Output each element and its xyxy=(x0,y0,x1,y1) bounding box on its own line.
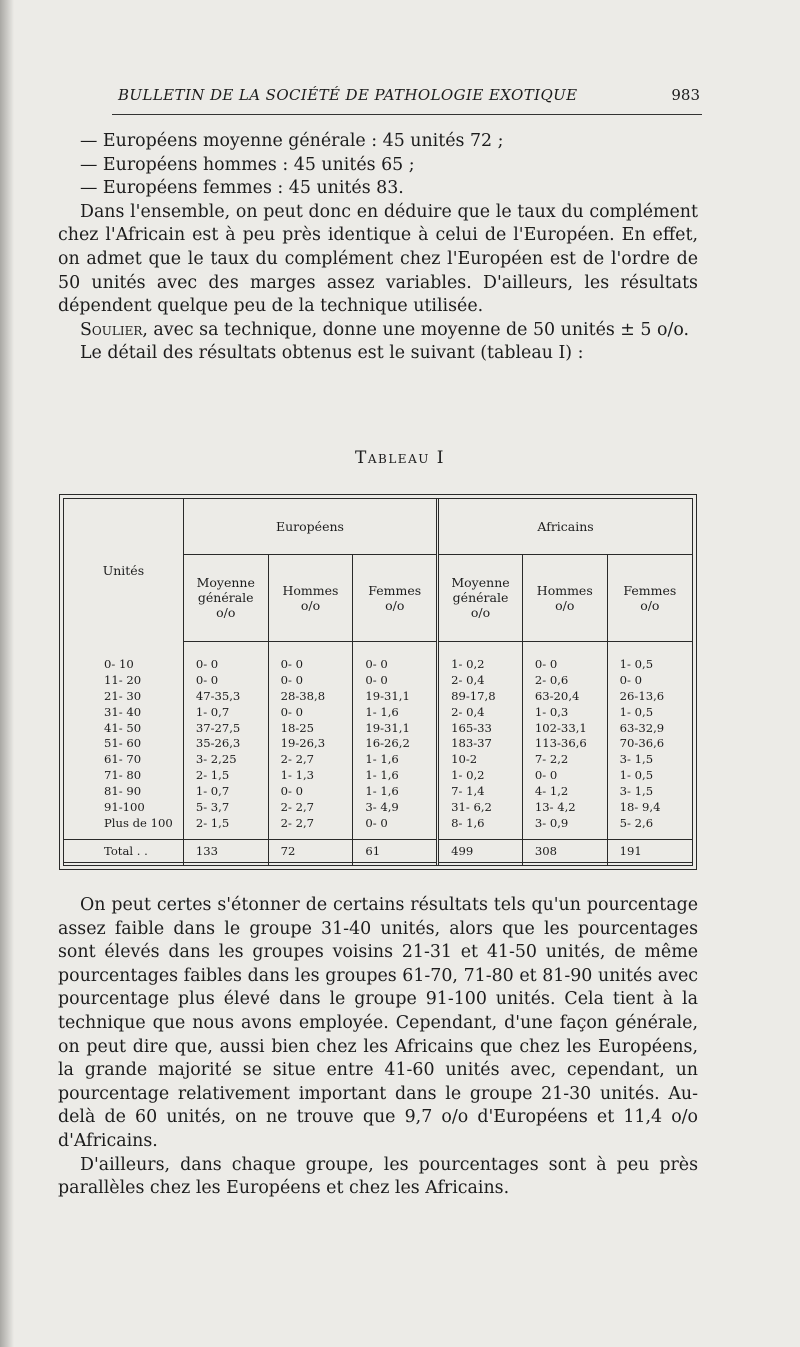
col-header: Femmes o/o xyxy=(353,554,438,641)
table-row xyxy=(64,657,692,673)
value-cell: 1- 0,5 xyxy=(607,657,692,673)
table-frame xyxy=(59,494,697,870)
total-cell: 499 xyxy=(438,840,523,863)
unit-header: Unités xyxy=(102,562,145,578)
paragraph: D'ailleurs, dans chaque groupe, les pourcentages sont à peu près parallèles chez les Européens et chez les Africains. xyxy=(58,1154,698,1199)
unit-cell: 81- 90 xyxy=(104,783,142,798)
value-cell: 35-26,3 xyxy=(183,736,268,752)
value-cell: 3- 1,5 xyxy=(607,784,692,800)
unit-cell: 11- 20 xyxy=(104,672,142,687)
unit-cell: 31- 40 xyxy=(104,704,142,719)
value-cell: 113-36,6 xyxy=(522,736,607,752)
value-cell: 1- 0,5 xyxy=(607,704,692,720)
total-cell: 72 xyxy=(268,840,353,863)
page-header xyxy=(118,86,700,108)
total-cell: 191 xyxy=(607,840,692,863)
table-row xyxy=(64,720,692,736)
paragraph: Dans l'ensemble, on peut donc en déduire que le taux du complément chez l'Africain est à peu près identique à celui de l'Européen. En effet, on admet que le taux du complément chez l'Européen est de l'ordre de 50 unités avec des marges assez variables. D'ailleurs, les résultats dépendent quelque peu de la technique utilisée. xyxy=(58,201,698,317)
value-cell: 10-2 xyxy=(438,752,523,768)
value-cell: 0- 0 xyxy=(268,673,353,689)
col-header: Moyenne générale o/o xyxy=(438,554,523,641)
value-cell: 5- 3,7 xyxy=(183,799,268,815)
table-row xyxy=(64,736,692,752)
value-cell: 1- 1,6 xyxy=(353,704,438,720)
value-cell: 3- 2,25 xyxy=(183,752,268,768)
table-row xyxy=(64,752,692,768)
total-cell: 133 xyxy=(183,840,268,863)
col-header: Moyenne générale o/o xyxy=(183,554,268,641)
value-cell: 4- 1,2 xyxy=(522,784,607,800)
value-cell: 18-25 xyxy=(268,720,353,736)
value-cell: 1- 0,7 xyxy=(183,704,268,720)
value-cell: 1- 0,7 xyxy=(183,784,268,800)
intro-text xyxy=(58,130,698,366)
value-cell: 1- 1,6 xyxy=(353,752,438,768)
table-row xyxy=(64,673,692,689)
total-label: Total . . xyxy=(64,840,183,863)
value-cell: 7- 2,2 xyxy=(522,752,607,768)
total-cell: 308 xyxy=(522,840,607,863)
table-title: Tableau I xyxy=(355,448,445,468)
value-cell: 0- 0 xyxy=(522,768,607,784)
value-cell: 0- 0 xyxy=(607,673,692,689)
value-cell: 1- 0,2 xyxy=(438,768,523,784)
table-row xyxy=(64,768,692,784)
value-cell: 2- 2,7 xyxy=(268,815,353,831)
results-table xyxy=(64,499,692,865)
value-cell: 1- 1,3 xyxy=(268,768,353,784)
header-rule xyxy=(112,114,702,115)
paragraph xyxy=(58,319,698,343)
table-inner-frame xyxy=(63,498,693,866)
value-cell: 0- 0 xyxy=(268,657,353,673)
intro-item: — Européens femmes : 45 unités 83. xyxy=(80,178,404,199)
unit-cell: 41- 50 xyxy=(104,720,142,735)
value-cell: 1- 0,5 xyxy=(607,768,692,784)
value-cell: 1- 1,6 xyxy=(353,784,438,800)
value-cell: 1- 1,6 xyxy=(353,768,438,784)
total-cell: 61 xyxy=(353,840,438,863)
value-cell: 2- 0,4 xyxy=(438,704,523,720)
intro-item: — Européens moyenne générale : 45 unités 72 ; xyxy=(80,131,504,151)
value-cell: 2- 2,7 xyxy=(268,752,353,768)
value-cell: 7- 1,4 xyxy=(438,784,523,800)
value-cell: 26-13,6 xyxy=(607,688,692,704)
value-cell: 2- 1,5 xyxy=(183,815,268,831)
page-binding-shadow xyxy=(0,0,14,1347)
group-header-africains: Africains xyxy=(438,499,692,554)
unit-cell: 61- 70 xyxy=(104,752,142,767)
value-cell: 0- 0 xyxy=(183,673,268,689)
unit-cell: Plus de 100 xyxy=(104,815,173,830)
value-cell: 0- 0 xyxy=(268,704,353,720)
table-row xyxy=(64,688,692,704)
table-row xyxy=(64,799,692,815)
value-cell: 183-37 xyxy=(438,736,523,752)
value-cell: 5- 2,6 xyxy=(607,815,692,831)
value-cell: 28-38,8 xyxy=(268,688,353,704)
author-name: Soulier xyxy=(80,319,143,340)
value-cell: 19-31,1 xyxy=(353,688,438,704)
value-cell: 0- 0 xyxy=(353,815,438,831)
conclusion-text xyxy=(58,894,698,1201)
unit-cell: 21- 30 xyxy=(104,688,142,703)
value-cell: 13- 4,2 xyxy=(522,799,607,815)
table-row xyxy=(64,704,692,720)
value-cell: 1- 0,3 xyxy=(522,704,607,720)
col-header: Hommes o/o xyxy=(522,554,607,641)
unit-cell: 91-100 xyxy=(104,799,145,814)
value-cell: 37-27,5 xyxy=(183,720,268,736)
page-number: 983 xyxy=(671,86,700,104)
value-cell: 3- 4,9 xyxy=(353,799,438,815)
paragraph: On peut certes s'étonner de certains résultats tels qu'un pourcentage assez faible dans le groupe 31-40 unités, alors que les pourcentages sont élevés dans les groupes voisins 21-31 et 41-50 unités, de même pourcentages faibles dans les groupes 61-70, 71-80 et 81-90 unités avec pourcentage plus élevé dans le groupe 91-100 unités. Cela tient à la technique que nous avons employée. Cependant, d'une façon générale, on peut dire que, aussi bien chez les Africains que chez les Européens, la grande majorité se situe entre 41-60 unités avec, cependant, un pourcentage relativement important dans le groupe 21-30 unités. Au-delà de 60 unités, on ne trouve que 9,7 o/o d'Européens et 11,4 o/o d'Africains. xyxy=(58,895,698,1151)
value-cell: 8- 1,6 xyxy=(438,815,523,831)
value-cell: 0- 0 xyxy=(353,673,438,689)
value-cell: 70-36,6 xyxy=(607,736,692,752)
value-cell: 3- 0,9 xyxy=(522,815,607,831)
unit-cell: 71- 80 xyxy=(104,768,142,783)
value-cell: 19-26,3 xyxy=(268,736,353,752)
value-cell: 63-20,4 xyxy=(522,688,607,704)
value-cell: 0- 0 xyxy=(522,657,607,673)
value-cell: 63-32,9 xyxy=(607,720,692,736)
paragraph: Le détail des résultats obtenus est le suivant (tableau I) : xyxy=(80,343,584,364)
value-cell: 18- 9,4 xyxy=(607,799,692,815)
col-header: Femmes o/o xyxy=(607,554,692,641)
value-cell: 0- 0 xyxy=(268,784,353,800)
value-cell: 0- 0 xyxy=(353,657,438,673)
value-cell: 3- 1,5 xyxy=(607,752,692,768)
value-cell: 2- 0,6 xyxy=(522,673,607,689)
value-cell: 102-33,1 xyxy=(522,720,607,736)
total-row xyxy=(64,840,692,863)
value-cell: 19-31,1 xyxy=(353,720,438,736)
value-cell: 2- 2,7 xyxy=(268,799,353,815)
intro-item: — Européens hommes : 45 unités 65 ; xyxy=(80,154,415,175)
table-row xyxy=(64,784,692,800)
value-cell: 31- 6,2 xyxy=(438,799,523,815)
value-cell: 0- 0 xyxy=(183,657,268,673)
value-cell: 16-26,2 xyxy=(353,736,438,752)
paragraph-text: , avec sa technique, donne une moyenne de 50 unités ± 5 o/o. xyxy=(142,319,690,340)
value-cell: 2- 0,4 xyxy=(438,673,523,689)
value-cell: 1- 0,2 xyxy=(438,657,523,673)
running-title: BULLETIN DE LA SOCIÉTÉ DE PATHOLOGIE EXOTIQUE xyxy=(118,86,578,104)
value-cell: 165-33 xyxy=(438,720,523,736)
value-cell: 89-17,8 xyxy=(438,688,523,704)
value-cell: 2- 1,5 xyxy=(183,768,268,784)
unit-cell: 51- 60 xyxy=(104,736,142,751)
value-cell: 47-35,3 xyxy=(183,688,268,704)
table-row xyxy=(64,815,692,831)
col-header: Hommes o/o xyxy=(268,554,353,641)
unit-cell: 0- 10 xyxy=(104,657,134,672)
group-header-europeens: Européens xyxy=(183,499,437,554)
